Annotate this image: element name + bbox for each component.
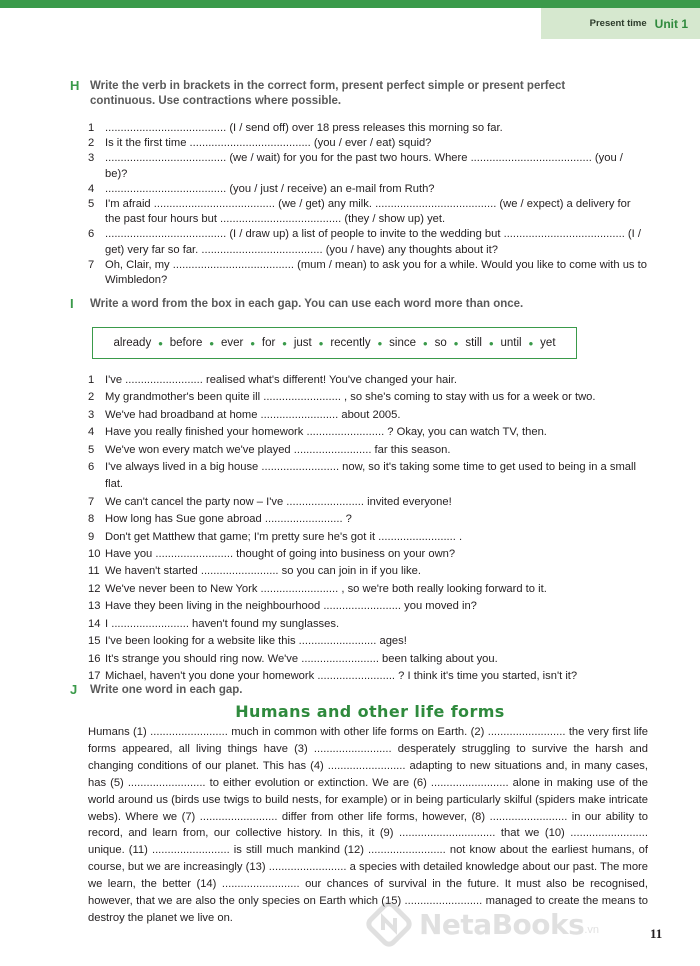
watermark-text: NetaBooks [419,907,585,941]
box-word-yet: yet [540,337,556,349]
item-number: 4 [88,426,95,439]
box-word-already: already [113,337,152,349]
item-number: 5 [88,198,95,211]
top-accent-bar [0,0,700,8]
item-text: Is it the first time ....................................... (you / ever / eat) squid? [105,137,432,150]
bullet-icon: • [488,335,494,351]
item-text: We've had broadband at home ......................... about 2005. [105,408,401,421]
item-number: 3 [88,152,95,165]
item-text: I'm afraid ....................................... (we / get) any milk. ....................................... (we / expect) a delivery for the past four hours but ....................................... (they / show up) yet. [105,198,631,226]
bullet-icon: • [377,335,383,351]
item-number: 6 [88,461,95,474]
item-text: How long has Sue gone abroad ......................... ? [105,513,352,526]
item-number: 1 [88,374,95,386]
item-text: I've always lived in a big house ......................... now, so it's taking some time to get used to being in a small flat. [105,461,636,491]
exercise-i-item-1 [88,372,648,389]
exercise-h-item-2 [88,136,648,151]
item-number: 14 [88,617,101,630]
header-section: Present time [589,18,647,29]
exercise-h-item-1 [88,121,648,136]
item-text: Have you ......................... thought of going into business on your own? [105,548,456,561]
exercise-j-letter: J [70,682,78,697]
item-text: I ......................... haven't found my sunglasses. [105,617,340,630]
item-number: 10 [88,548,101,561]
exercise-i-item-3 [88,407,648,424]
watermark [365,900,599,948]
exercise-i-item-5 [88,442,648,459]
item-text: My grandmother's been quite ill ......................... , so she's coming to stay with us for a week or two. [105,391,596,404]
item-number: 16 [88,652,101,665]
item-number: 12 [88,582,101,595]
item-text: We can't cancel the party now – I've ......................... invited everyone! [105,495,452,508]
exercise-i-item-13 [88,598,648,615]
bullet-icon: • [453,335,459,351]
item-number: 4 [88,182,95,195]
exercise-i-instruction: Write a word from the box in each gap. You can use each word more than once. [90,298,524,310]
item-text: ....................................... (we / wait) for you for the past two hours. Where ....................................... (you / be)? [105,152,623,180]
box-word-until: until [500,337,522,349]
item-number: 6 [88,228,95,241]
bullet-icon: • [282,335,287,351]
exercise-i-item-4 [88,424,648,441]
box-word-recently: recently [330,337,371,349]
box-word-still: still [465,337,482,349]
item-number: 2 [88,137,95,150]
item-text: It's strange you should ring now. We've ......................... been talking about you. [105,652,498,665]
item-number: 7 [88,258,95,271]
bullet-icon: • [158,335,163,351]
page-number: 11 [650,926,663,941]
item-text: ....................................... (you / just / receive) an e-mail from Ruth? [105,182,435,195]
item-number: 17 [88,669,101,682]
watermark-logo-icon [365,900,413,948]
exercise-h-item-3 [88,151,648,181]
item-text: ....................................... (I / send off) over 18 press releases this morning so far. [105,122,503,134]
box-word-for: for [261,337,276,349]
item-number: 1 [88,122,95,134]
exercise-h-item-6 [88,227,648,257]
exercise-i-item-2 [88,389,648,406]
item-number: 15 [88,635,101,648]
exercise-h-letter: H [70,78,80,93]
item-text: We've never been to New York ......................... , so we're both really looking forward to it. [105,582,547,595]
box-word-so: so [434,337,447,349]
item-number: 8 [88,513,95,526]
item-number: 13 [88,600,101,613]
bullet-icon: • [250,335,255,351]
item-text: Oh, Clair, my ....................................... (mum / mean) to ask you for a while. Would you like to come with us to Wimbledon? [105,258,647,287]
box-word-ever: ever [220,337,244,349]
exercise-h-item-4 [88,182,648,197]
exercise-i-item-14 [88,616,648,633]
exercise-h-item-7 [88,258,648,288]
exercise-i-letter: I [70,296,74,311]
exercise-i-item-9 [88,529,648,546]
item-number: 11 [88,565,100,578]
item-number: 7 [88,495,95,508]
exercise-j-instruction: Write one word in each gap. [90,684,243,696]
running-header [541,8,700,39]
box-word-since: since [389,337,417,349]
exercise-i-item-15 [88,633,648,650]
bullet-icon: • [528,335,534,351]
exercise-h-items [88,121,648,288]
box-word-just: just [293,337,312,349]
exercise-h-instruction: Write the verb in brackets in the correct form, present perfect simple or present perfect continuous. Use contractions where possible. [90,80,566,107]
exercise-i-item-6 [88,459,648,494]
item-text: We've won every match we've played ......................... far this season. [105,443,451,456]
bullet-icon: • [318,335,324,351]
item-text: I've been looking for a website like this ......................... ages! [105,635,407,648]
exercise-i-item-7 [88,494,648,511]
item-number: 2 [88,391,95,404]
header-unit: Unit 1 [654,16,688,31]
exercise-i-item-11 [88,563,648,580]
item-number: 3 [88,408,95,421]
item-text: ....................................... (I / draw up) a list of people to invite to the wedding but ....................................... (I / get) very far so far. ....................................... (you / have) any thoughts about it? [105,228,641,256]
exercise-i-item-8 [88,511,648,528]
bullet-icon: • [423,335,428,351]
box-word-before: before [169,337,203,349]
exercise-i-items [88,372,648,685]
item-text: I've ......................... realised what's different! You've changed your hair. [105,374,457,386]
passage-text: Humans (1) ......................... much in common with other life forms on Earth. (2) ......................... the very first life forms appeared, all living things have (3) ......................... desperately struggling to survive the harsh and changing conditions of our planet. This has (4) ......................... adapting to new situations and, in many cases, has (5) ......................... to either evolution or extinction. We are (6) ......................... alone in making use of the world around us (birds use twigs to build nests, for example) or in being particularly skilful (spiders make intricate webs). Where we (7) ......................... differ from other life forms, however, (8) ......................... in our ability to record, and learn from, our collective history. In this, it (9) ............................... that we (10) ......................... unique. (11) ......................... is still much mankind (12) ......................... not know about the earliest humans, of course, but we are increasingly (13) ......................... a species with detailed knowledge about our past. The more we learn, the better (14) ......................... our chances of survival in the future. It must also be recognised, however, that we are also the only species on Earth which (15) ......................... managed to create the means to destroy the planet we live on. [88,726,648,924]
watermark-suffix: .vn [584,924,599,936]
exercise-h-item-5 [88,197,648,227]
item-number: 9 [88,530,95,543]
exercise-i-item-10 [88,546,648,563]
exercise-i-item-12 [88,581,648,598]
item-text: Have you really finished your homework ......................... ? Okay, you can watch TV, then. [105,426,547,439]
bullet-icon: • [209,335,214,351]
word-box [92,327,577,359]
passage-title: Humans and other life forms [235,702,505,721]
item-text: Don't get Matthew that game; I'm pretty sure he's got it ......................... . [105,530,463,543]
item-text: Michael, haven't you done your homework ......................... ? I think it's time you started, isn't it? [105,669,578,682]
item-number: 5 [88,443,95,456]
item-text: Have they been living in the neighbourhood ......................... you moved in? [105,600,477,613]
exercise-i-item-16 [88,651,648,668]
item-text: We haven't started ......................... so you can join in if you like. [105,565,421,578]
